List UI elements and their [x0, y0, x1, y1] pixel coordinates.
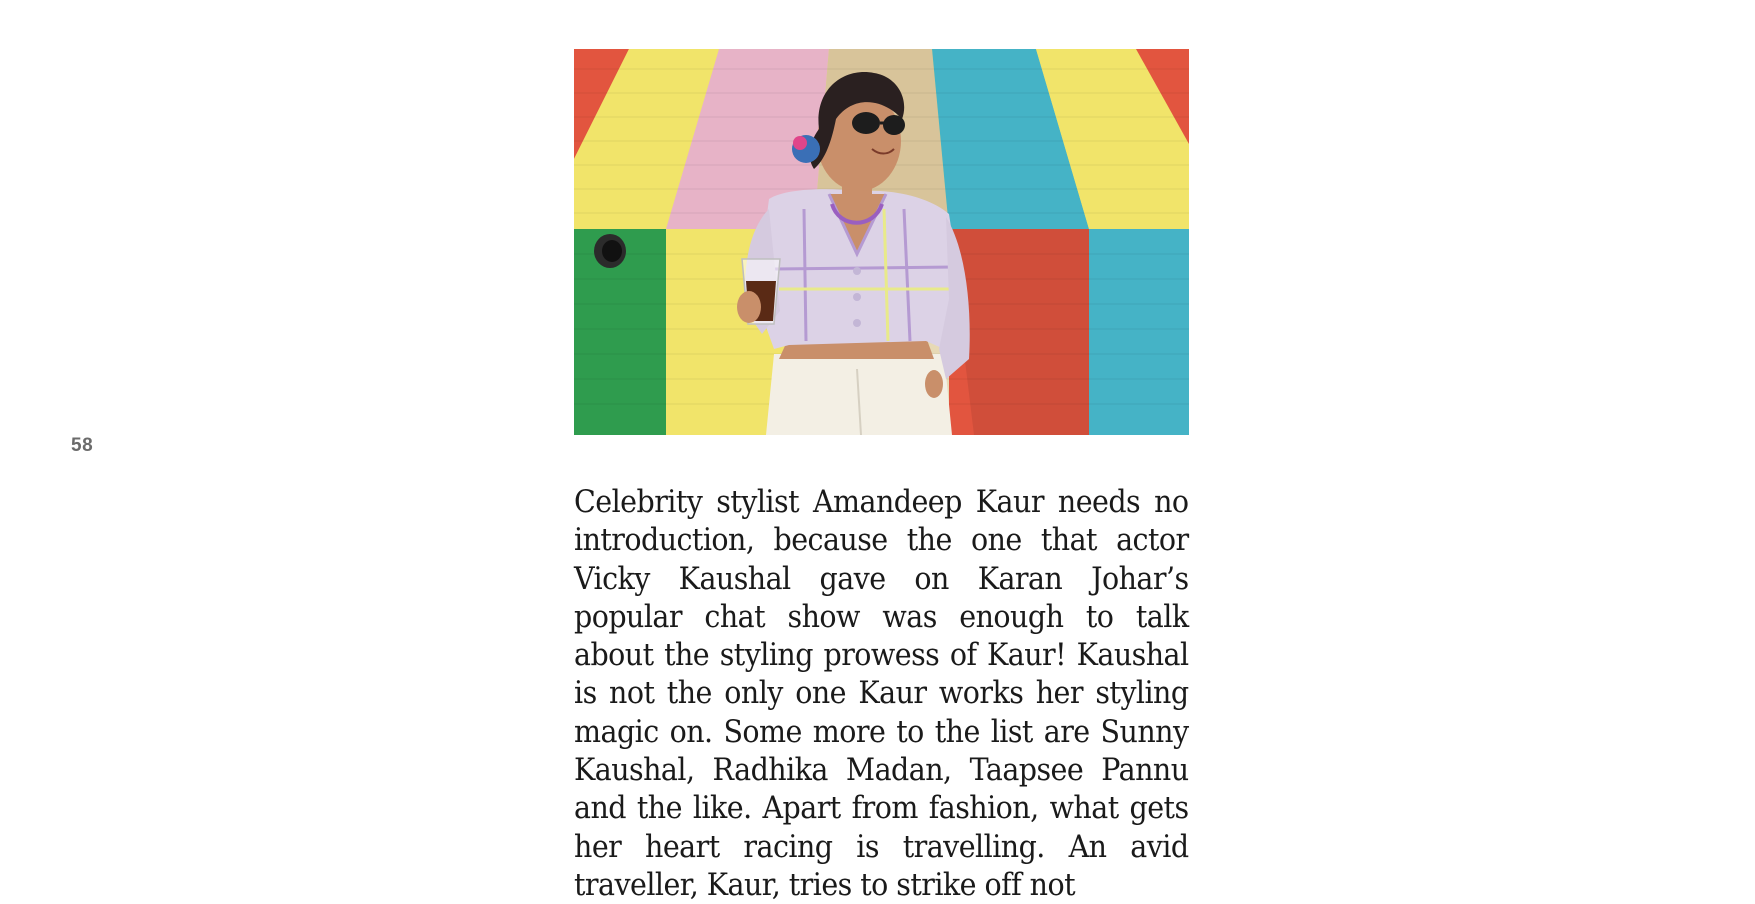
- article-photo: [574, 49, 1189, 435]
- article-body: Celebrity stylist Amandeep Kaur needs no introduction, because the one that actor Vicky Kaushal gave on Karan Johar’s popular chat show was enough to talk about the styling prowess of Kaur! Kaushal is not the only one Kaur works her styling magic on. Some more to the list are Sunny Kaushal, Radhika Madan, Taapsee Pannu and the like. Apart from fashion, what gets her heart racing is travelling. An avid traveller, Kaur, tries to strike off not: [574, 484, 1189, 903]
- page-number: 58: [71, 435, 94, 456]
- photo-icon: [574, 49, 1189, 435]
